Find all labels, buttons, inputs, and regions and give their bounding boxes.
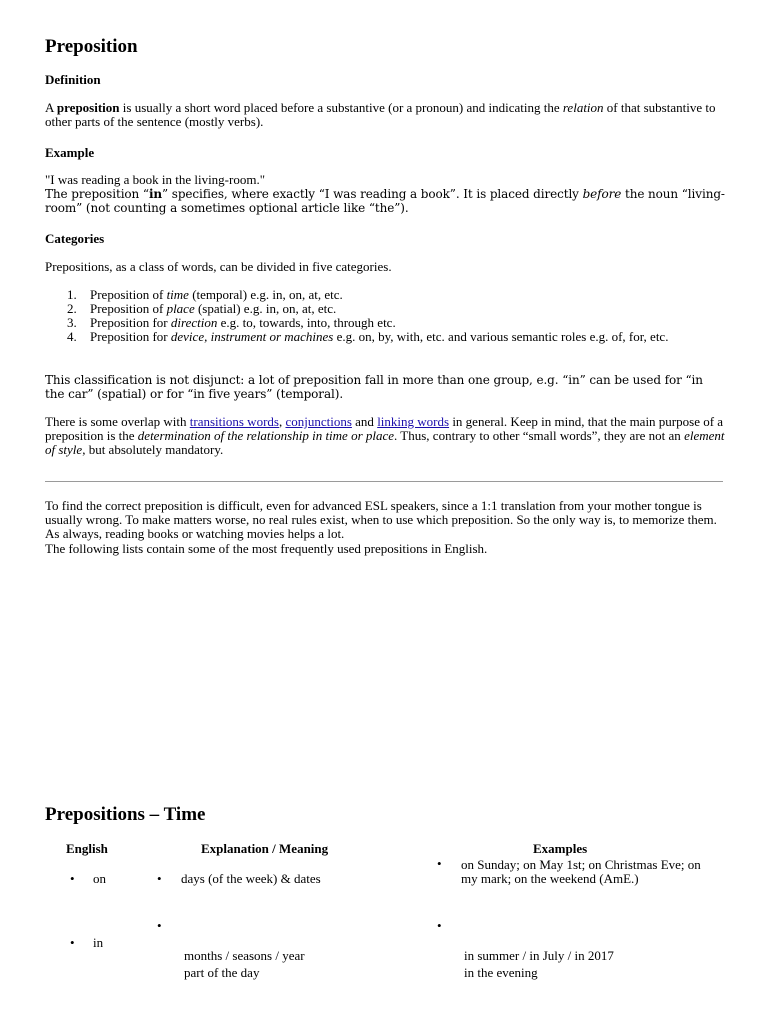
category-item: 2. Preposition of place (spatial) e.g. in, on, at, etc. — [67, 301, 337, 316]
esl-paragraph: To find the correct preposition is difficult, even for advanced ESL speakers, since a 1:1 translation from your mother tongue is usually wrong. To make matters worse, no real rules exist, when to use which preposition. So the only way is, to memorize them. As always, reading books or watching movies helps a lot. — [45, 498, 717, 541]
categories-list — [45, 288, 725, 344]
time-section-title: Prepositions – Time — [45, 804, 206, 825]
examples-cell-in-2: in the evening — [464, 965, 538, 980]
bullet-icon: • — [157, 918, 162, 933]
category-item: 3. Preposition for direction e.g. to, towards, into, through etc. — [67, 315, 396, 330]
column-header-examples: Examples — [533, 841, 588, 856]
definition-heading: Definition — [45, 72, 101, 87]
linking-words-link[interactable]: linking words — [377, 414, 450, 429]
example-heading: Example — [45, 145, 95, 160]
examples-cell-in-1: in summer / in July / in 2017 — [464, 948, 614, 963]
page-title: Preposition — [45, 36, 138, 57]
english-cell-in: in — [93, 935, 104, 950]
bullet-icon: • — [157, 871, 162, 886]
categories-intro: Prepositions, as a class of words, can be divided in five categories. — [45, 259, 392, 274]
examples-cell-on: on Sunday; on May 1st; on Christmas Eve; on my mark; on the weekend (AmE.) — [461, 857, 701, 886]
bullet-icon: • — [70, 935, 75, 950]
disjunct-paragraph: This classification is not disjunct: a lot of preposition fall in more than one group, e.g. “in” can be used for “in the car” (spatial) or for “in five years” (temporal). — [45, 373, 703, 401]
conjunctions-link[interactable]: conjunctions — [285, 414, 352, 429]
column-header-english: English — [66, 841, 108, 856]
meaning-cell-on: days (of the week) & dates — [181, 871, 321, 886]
section-divider — [45, 481, 723, 482]
transitions-words-link[interactable]: transitions words — [189, 414, 279, 429]
category-item: 4. Preposition for device, instrument or machines e.g. on, by, with, etc. and various semantic roles e.g. of, for, etc. — [67, 329, 669, 344]
definition-paragraph: A preposition is usually a short word placed before a substantive (or a pronoun) and indicating the relation of that substantive to other parts of the sentence (mostly verbs). — [45, 100, 716, 129]
english-cell-on: on — [93, 871, 106, 886]
example-explanation: The preposition “in” specifies, where exactly “I was reading a book”. It is placed directly before the noun “living-room” (not counting a sometimes optional article like “the”). — [45, 187, 725, 215]
category-item: 1. Preposition of time (temporal) e.g. in, on, at, etc. — [67, 287, 343, 302]
bullet-icon: • — [70, 871, 75, 886]
example-quote: "I was reading a book in the living-room." — [45, 172, 266, 187]
bullet-icon: • — [437, 918, 442, 933]
overlap-paragraph: There is some overlap with transitions words, conjunctions and linking words in general. Keep in mind, that the main purpose of a preposition is the determination of the relationship in time or place. Thus, contrary to other “small words”, they are not an element of style, but absolutely mandatory. — [45, 414, 725, 457]
column-header-meaning: Explanation / Meaning — [201, 841, 329, 856]
meaning-cell-in-2: part of the day — [184, 965, 260, 980]
bullet-icon: • — [437, 856, 442, 871]
categories-heading: Categories — [45, 231, 105, 246]
lists-paragraph: The following lists contain some of the most frequently used prepositions in English. — [45, 541, 488, 556]
meaning-cell-in-1: months / seasons / year — [184, 948, 305, 963]
